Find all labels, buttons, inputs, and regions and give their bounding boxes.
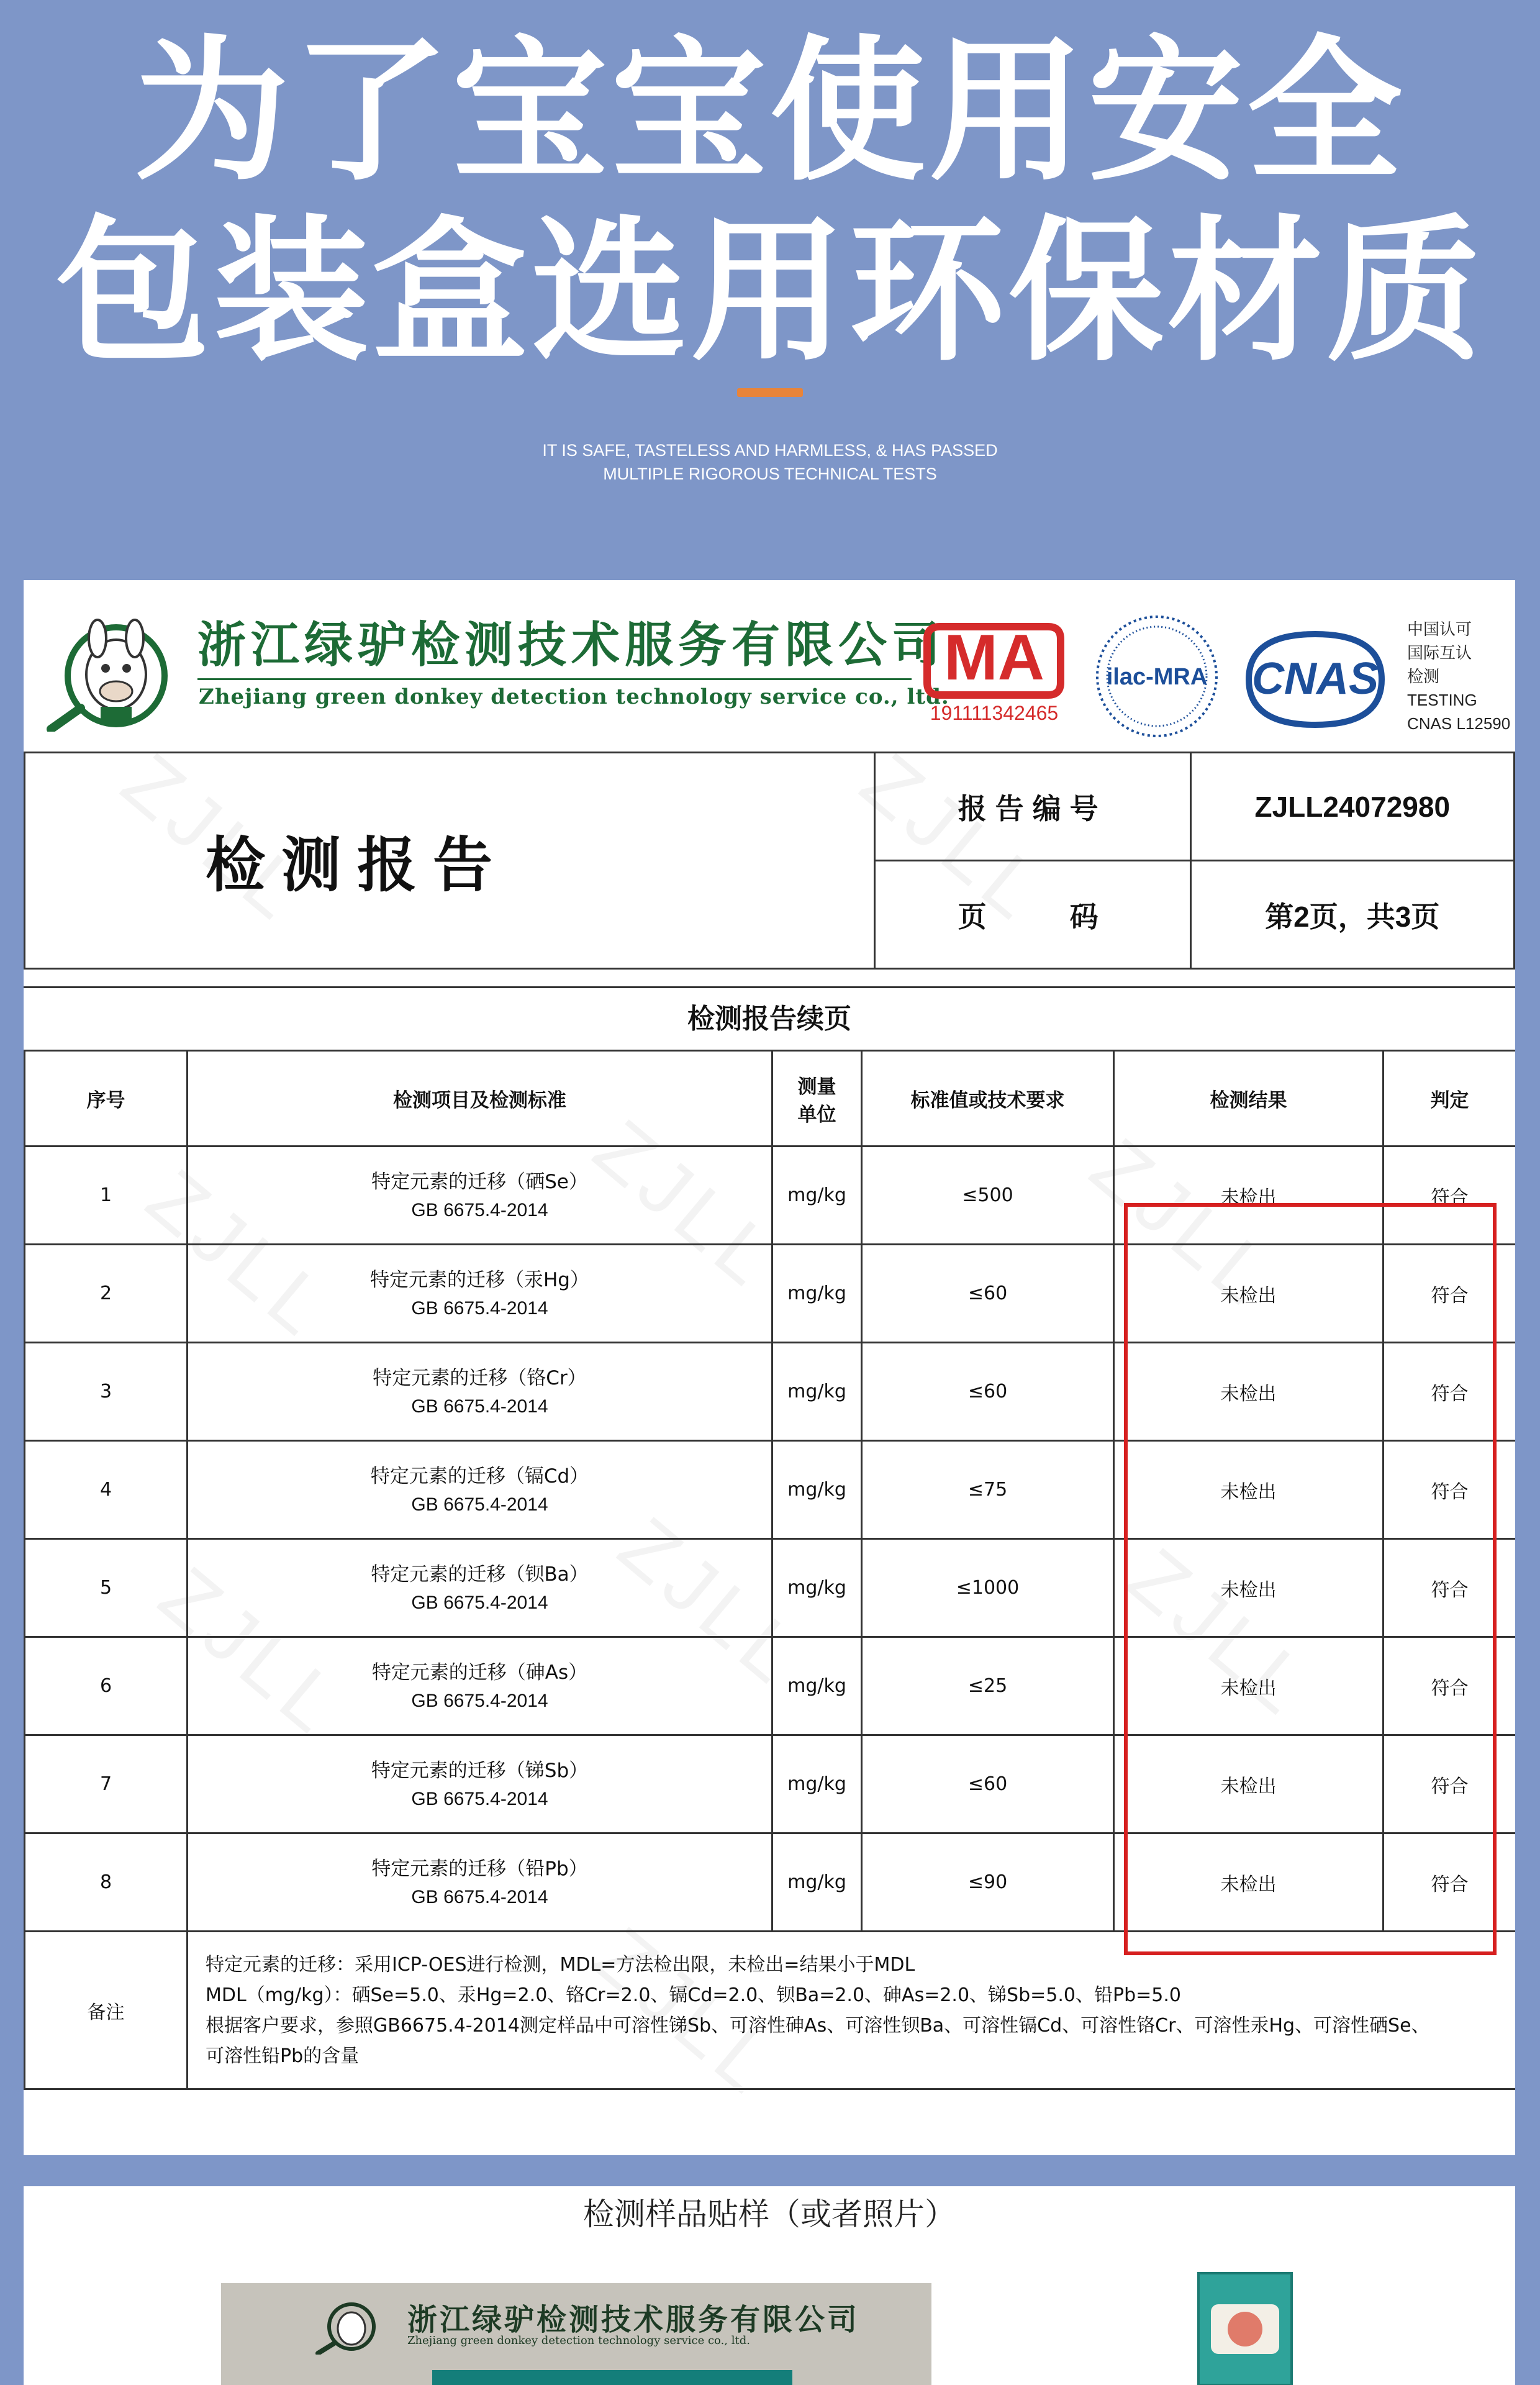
item-name: 特定元素的迁移（硒Se） (371, 1170, 588, 1193)
row-result: 未检出 (1114, 1539, 1384, 1637)
row-unit: mg/kg (772, 1637, 862, 1735)
row-result: 未检出 (1114, 1735, 1384, 1833)
product-package-icon (1174, 2261, 1310, 2385)
item-standard: GB 6675.4-2014 (411, 1592, 548, 1613)
donkey-logo-icon (314, 2299, 383, 2355)
item-standard: GB 6675.4-2014 (411, 1199, 548, 1220)
ilac-mra-mark-icon (1092, 611, 1222, 742)
row-verdict: 符合 (1384, 1343, 1516, 1441)
report-no-value: ZJLL24072980 (1190, 753, 1514, 861)
row-no: 2 (25, 1245, 188, 1343)
row-no: 7 (25, 1735, 188, 1833)
col-header-item: 检测项目及检测标准 (188, 1051, 772, 1147)
row-unit: mg/kg (772, 1343, 862, 1441)
page-value: 第2页，共3页 (1190, 861, 1514, 969)
hero-title-line2: 包装盒选用环保材质 (55, 201, 1485, 382)
row-limit: ≤500 (862, 1147, 1114, 1245)
photo-company-en: Zhejiang green donkey detection technology service co., ltd. (407, 2334, 750, 2347)
col-header-no: 序号 (25, 1051, 188, 1147)
unit-header-line1: 测量 (797, 1075, 836, 1098)
cma-text: MA (944, 622, 1044, 694)
row-limit: ≤60 (862, 1343, 1114, 1441)
cnas-side-text (1407, 617, 1510, 735)
results-highlight-box (1124, 1203, 1497, 1955)
cnas-line: TESTING (1407, 691, 1477, 709)
col-header-limit: 标准值或技术要求 (862, 1051, 1114, 1147)
photo-company-cn: 浙江绿驴检测技术服务有限公司 (407, 2302, 860, 2337)
item-standard: GB 6675.4-2014 (411, 1886, 548, 1907)
row-limit: ≤25 (862, 1637, 1114, 1735)
item-name: 特定元素的迁移（钡Ba） (371, 1563, 589, 1586)
cnas-line: 检测 (1407, 667, 1440, 686)
cnas-mark-icon (1238, 627, 1393, 732)
row-verdict: 符合 (1384, 1735, 1516, 1833)
row-limit: ≤1000 (862, 1539, 1114, 1637)
accent-divider (737, 388, 803, 397)
row-result: 未检出 (1114, 1833, 1384, 1932)
row-verdict: 符合 (1384, 1637, 1516, 1735)
cma-number: 191111342465 (930, 702, 1059, 724)
cnas-line: 国际互认 (1407, 643, 1472, 662)
row-result: 未检出 (1114, 1245, 1384, 1343)
report-title: 检测报告 (25, 753, 875, 969)
notes-line: MDL（mg/kg）：硒Se=5.0、汞Hg=2.0、铬Cr=2.0、镉Cd=2.0、钡Ba=2.0、砷As=2.0、锑Sb=5.0、铅Pb=5.0 (206, 1984, 1181, 2006)
report-letterhead (24, 580, 1515, 752)
row-limit: ≤60 (862, 1245, 1114, 1343)
item-name: 特定元素的迁移（铬Cr） (373, 1366, 587, 1389)
company-name-cn: 浙江绿驴检测技术服务有限公司 (197, 617, 946, 673)
photo-product-box (432, 2370, 792, 2385)
row-no: 6 (25, 1637, 188, 1735)
section-title: 检测报告续页 (24, 986, 1515, 1050)
row-unit: mg/kg (772, 1245, 862, 1343)
row-limit: ≤90 (862, 1833, 1114, 1932)
item-standard: GB 6675.4-2014 (411, 1690, 548, 1711)
col-header-verdict: 判定 (1384, 1051, 1516, 1147)
item-name: 特定元素的迁移（汞Hg） (370, 1268, 589, 1291)
item-standard: GB 6675.4-2014 (411, 1396, 548, 1417)
row-item (188, 1441, 772, 1539)
row-result: 未检出 (1114, 1637, 1384, 1735)
row-verdict: 符合 (1384, 1147, 1516, 1245)
col-header-unit (772, 1051, 862, 1147)
row-item (188, 1539, 772, 1637)
notes-label: 备注 (25, 1932, 188, 2089)
company-name-en: Zhejiang green donkey detection technology service co., ltd. (199, 684, 949, 709)
row-item (188, 1343, 772, 1441)
row-verdict: 符合 (1384, 1833, 1516, 1932)
row-no: 3 (25, 1343, 188, 1441)
report-header-table (24, 752, 1515, 970)
row-item (188, 1245, 772, 1343)
row-no: 4 (25, 1441, 188, 1539)
item-standard: GB 6675.4-2014 (411, 1297, 548, 1319)
row-limit: ≤60 (862, 1735, 1114, 1833)
page-label: 页 码 (874, 861, 1190, 969)
hero-banner (0, 0, 1540, 578)
row-no: 8 (25, 1833, 188, 1932)
report-no-label: 报告编号 (874, 753, 1190, 861)
hero-title-line1: 为了宝宝使用安全 (134, 21, 1406, 202)
row-limit: ≤75 (862, 1441, 1114, 1539)
ilac-text: ilac-MRA (1106, 664, 1208, 690)
row-result: 未检出 (1114, 1343, 1384, 1441)
row-result: 未检出 (1114, 1147, 1384, 1245)
row-item (188, 1637, 772, 1735)
row-unit: mg/kg (772, 1735, 862, 1833)
sample-title: 检测样品贴样（或者照片） (583, 2196, 956, 2232)
company-underline (197, 678, 912, 680)
item-name: 特定元素的迁移（铅Pb） (371, 1857, 588, 1880)
row-verdict: 符合 (1384, 1539, 1516, 1637)
row-result: 未检出 (1114, 1441, 1384, 1539)
notes-line: 可溶性铅Pb的含量 (206, 2045, 360, 2067)
hero-subtitle-line2: MULTIPLE RIGOROUS TECHNICAL TESTS (603, 465, 937, 483)
cnas-line: 中国认可 (1407, 620, 1472, 638)
donkey-logo-icon (38, 614, 188, 732)
row-item (188, 1833, 772, 1932)
row-item (188, 1147, 772, 1245)
row-item (188, 1735, 772, 1833)
table-header-row (25, 1051, 1516, 1147)
row-no: 1 (25, 1147, 188, 1245)
row-no: 5 (25, 1539, 188, 1637)
notes-line: 根据客户要求，参照GB6675.4-2014测定样品中可溶性锑Sb、可溶性砷As、可溶性钡Ba、可溶性镉Cd、可溶性铬Cr、可溶性汞Hg、可溶性硒Se、 (206, 2014, 1430, 2037)
row-unit: mg/kg (772, 1441, 862, 1539)
sample-photo (221, 2283, 931, 2385)
row-unit: mg/kg (772, 1833, 862, 1932)
cnas-text: CNAS (1251, 654, 1379, 704)
row-unit: mg/kg (772, 1147, 862, 1245)
hero-subtitle-line1: IT IS SAFE, TASTELESS AND HARMLESS, & HAS PASSED (542, 441, 998, 460)
row-verdict: 符合 (1384, 1245, 1516, 1343)
row-unit: mg/kg (772, 1539, 862, 1637)
notes-line: 特定元素的迁移：采用ICP-OES进行检测，MDL=方法检出限，未检出=结果小于MDL (206, 1953, 915, 1976)
test-report (24, 580, 1515, 2155)
item-name: 特定元素的迁移（镉Cd） (370, 1465, 589, 1488)
item-name: 特定元素的迁移（锑Sb） (371, 1759, 589, 1782)
item-name: 特定元素的迁移（砷As） (371, 1661, 588, 1684)
unit-header-line2: 单位 (797, 1103, 836, 1126)
cnas-line: CNAS L12590 (1407, 714, 1511, 733)
item-standard: GB 6675.4-2014 (411, 1494, 548, 1515)
item-standard: GB 6675.4-2014 (411, 1788, 548, 1809)
col-header-result: 检测结果 (1114, 1051, 1384, 1147)
row-verdict: 符合 (1384, 1441, 1516, 1539)
